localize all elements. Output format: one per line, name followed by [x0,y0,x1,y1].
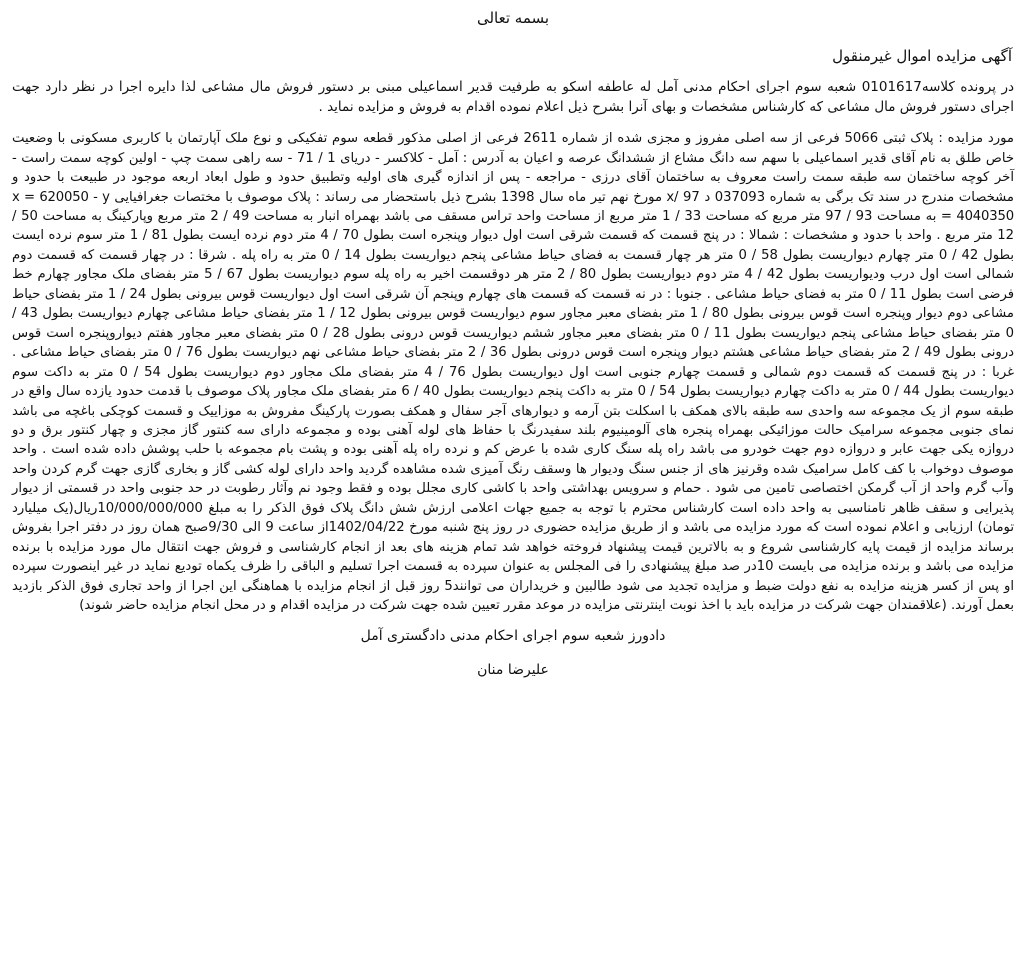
notice-heading: بسمه تعالی [476,9,550,27]
notice-intro-paragraph: در پرونده کلاسه0101617 شعبه سوم اجرای احکام مدنی آمل له عاطفه اسکو به طرفیت قدیر اسماعیلی مبنی بر دستور فروش مال مشاعی لذا دایره اجرا در نظر دارد جهت اجرای دستور فروش مال مشاعی که کارشناس مشخصات و بهای آنرا بشرح ذیل اعلام نموده اقدام به فروش و مزایده نماید . [12,79,1014,115]
notice-title: آگهی مزایده اموال غیرمنقول [832,47,1012,65]
signature-title: دادورز شعبه سوم اجرای احکام مدنی دادگستری آمل [360,627,666,644]
signature-name: علیرضا منان [477,661,549,678]
notice-body-paragraph: مورد مزایده : پلاک ثبتی 5066 فرعی از سه اصلی مفروز و مجزی شده از شماره 2611 فرعی از اصلی مذکور قطعه سوم تفکیکی و نوع ملک آپارتمان با کاربری مسکونی با وضعیت خاص طلق به نام آقای قدیر اسماعیلی با سهم سه دانگ مشاع از ششدانگ عرصه و اعیان به آدرس : آمل - کلاکسر - دریای 1 / 71 - سه راهی سمت چپ - اولین کوچه سمت راست - آخر کوچه ساختمان سه طبقه سمت راست معروف به ساختمان آقای درزی - مراجعه - پس از اندازه گیری های اولیه وتطبیق حدود و طول ابعاد اربعه موجود در طبیعت با حدود و مشخصات مندرج در سند تک برگی به شماره 037093 د 97 /x مورخ نهم تیر ماه سال 1398 بشرح ذیل باستحضار می رساند : پلاک موصوف با مختصات جغرافیایی x = 620050 - y = 4040350 به مساحت 93 / 97 متر مربع که مساحت 33 / 1 متر مربع از مساحت واحد تراس مسقف می باشد بهمراه انبار به مساحت 49 / 2 متر مربع وپارکینگ به مساحت 50 / 12 متر مربع . واحد با حدود و مشخصات : شمالا : در پنج قسمت که قسمت شرقی است اول دیوار وپنجره است بطول 70 / 4 متر دوم نرده ایست بطول 81 / 1 متر سوم نرده ایست بطول 42 / 0 متر چهارم دیواریست بطول 58 / 0 متر هر چهار قسمت به فضای حیاط مشاعی پنجم دیواریست بطول 14 / 0 متر به راه پله . شرقا : در چهار قسمت که قسمت دوم شمالی است اول درب ودیواریست بطول 42 / 4 متر دوم دیواریست بطول 80 / 2 متر هر دوقسمت اخیر به راه پله سوم دیواریست بطول 67 / 5 متر بفضای ملک مجاور چهارم خط فرضی است بطول 11 / 0 متر به فضای حیاط مشاعی . جنوبا : در نه قسمت که قسمت های چهارم وپنجم آن شرقی است اول دیواریست قوس بیرونی بطول 24 / 1 متر بفضای حیاط مشاعی دوم دیوار وپنجره است قوس بیرونی بطول 80 / 1 متر بفضای معبر مجاور سوم دیواریست قوس بیرونی بطول 12 / 1 متر بفضای حیاط مشاعی چهارم دیواریست بطول 43 / 0 متر بفضای حیاط مشاعی پنجم دیواریست بطول 11 / 0 متر بفضای معبر مجاور ششم دیواریست قوس درونی بطول 28 / 0 متر بفضای معبر مجاور هفتم دیواروپنجره است قوس درونی بطول 49 / 2 متر بفضای حیاط مشاعی هشتم دیوار وپنجره است قوس درونی بطول 36 / 2 متر بفضای حیاط مشاعی نهم دیواریست بطول 76 / 0 متر بفضای حیاط مشاعی . غربا : در پنج قسمت که قسمت دوم شمالی و قسمت چهارم جنوبی است اول دیواریست بطول 76 / 4 متر بفضای ملک مجاور دوم دیواریست بطول 54 / 0 متر به داکت سوم دیواریست بطول 44 / 0 متر به داکت چهارم دیواریست بطول 54 / 0 متر به داکت پنجم دیواریست بطول 40 / 6 متر بفضای ملک مجاور پلاک موصوف با قدمت حدود یازده سال واقع در طبقه سوم از یک مجموعه سه واحدی سه طبقه بالای همکف با اسکلت بتن آرمه و دیوارهای آجر سفال و همکف بصورت پارکینگ مفروش به موزاییک و قسمت کوچکی باغچه می باشد نمای جنوبی مجموعه سرامیک حالت موزائیکی بهمراه پنجره های آلومینیوم بلند سفیدرنگ با حفاظ های لوله آهنی بوده و مجموعه دارای سه کنتور گاز مجزی و چهار کنتور برق و دو دروازه یکی جهت عابر و دروازه دوم جهت خودرو می باشد راه پله سنگ کاری شده با عرض کم و نرده راه پله آهنی بوده و پشت بام مجموعه با حلب پوشش داده شده است . واحد موصوف دوخواب با کف کامل سرامیک شده وقرنیز های از جنس سنگ ودیوار ها وسقف رنگ آمیزی شده مشاهده گردید واحد دارای لوله کشی گاز و بخاری گازی جهت گرم کردن واحد وآب گرم واحد از آب گرمکن اختصاصی تامین می شود . حمام و سرویس بهداشتی واحد با کاشی کاری مجلل بوده و فقط وجود نم وآثار رطوبت در حد جنوبی واحد در قسمتی از دیوار پذیرایی و سقف ظاهر نامناسبی به واحد داده است کارشناس محترم با توجه به جمیع جهات اعلامی ارزش شش دانگ پلاک فوق الذکر را به مبلغ 10/000/000/000ریال(یک میلیارد تومان) ارزیابی و اعلام نموده است که مورد مزایده می باشد و از طریق مزایده حضوری در روز پنج شنبه مورخ 1402/04/22از ساعت 9 الی 9/30صبح همان روز در دفتر اجرا بفروش برساند مزایده از قیمت پایه کارشناسی شروع و به بالاترین قیمت پیشنهاد فروخته خواهد شد تمام هزینه های بعد از انجام کارشناسی و فروش جهت انتقال مال مورد مزایده با برنده مزایده می باشد و برنده مزایده می بایست 10در صد مبلغ پیشنهادی را فی المجلس به عنوان سپرده به قسمت اجرا تسلیم و الباقی را ظرف یکماه تودیع نماید در غیر اینصورت سپرده او پس از کسر هزینه مزایده به نفع دولت ضبط و مزایده تجدید می شود طالبین و خریداران می توانند5 روز قبل از انجام مزایده با هماهنگی این اجرا از واحد تجاری فوق الذکر بازدید بعمل آورند. (علاقمندان جهت شرکت در مزایده باید با اخذ نوبت اینترنتی مزایده در موعد مقرر تعیین شده جهت شرکت در مزایده اقدام و در محل انجام مزایده حاضر شوند) [12,131,1015,614]
